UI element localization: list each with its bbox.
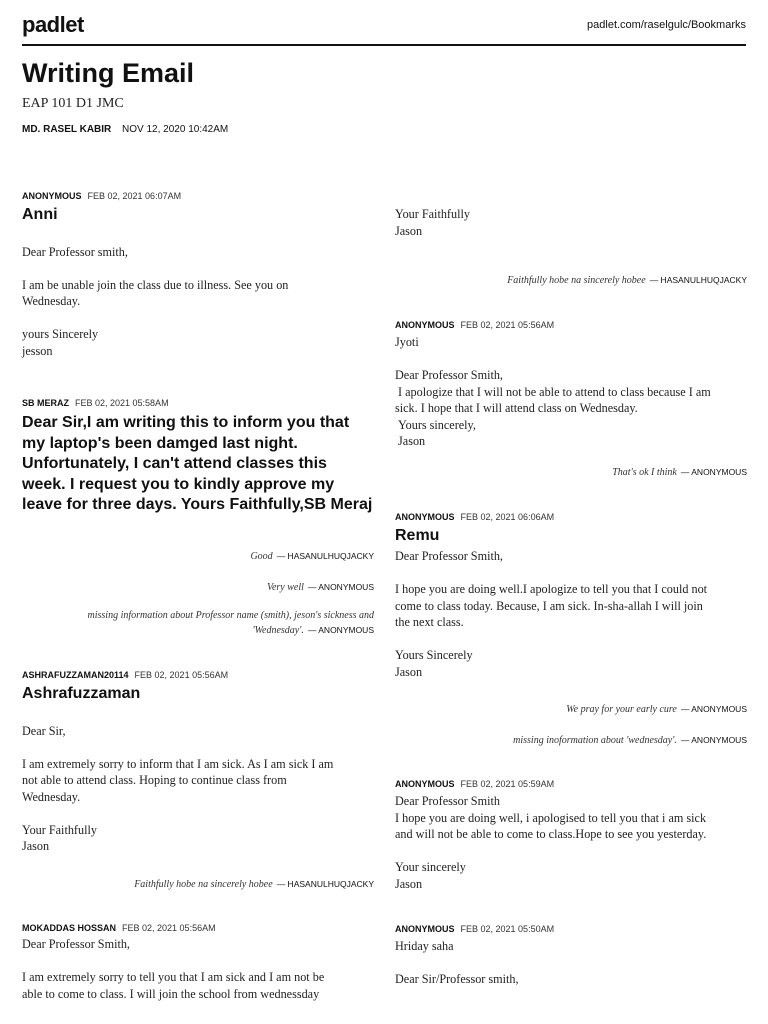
post-card[interactable]	[395, 923, 747, 988]
post-author[interactable]: ANONYMOUS	[395, 320, 455, 330]
post-card[interactable]	[395, 319, 747, 450]
post-date: FEB 02, 2021 05:56AM	[460, 320, 555, 330]
post-author[interactable]: ANONYMOUS	[395, 779, 455, 789]
comment	[22, 877, 374, 892]
comment-text: Faithfully hobe na sincerely hobee	[134, 879, 273, 890]
post-date: FEB 02, 2021 06:07AM	[87, 191, 182, 201]
post-author[interactable]: ANONYMOUS	[22, 191, 82, 201]
page-date: NOV 12, 2020 10:42AM	[122, 124, 229, 135]
comment-text: missing inoformation about 'wednesday'.	[513, 735, 677, 746]
post-title: Anni	[22, 206, 58, 223]
post-meta	[22, 190, 374, 202]
post-title: Remu	[395, 527, 440, 544]
post-body: Your Faithfully Jason	[395, 207, 470, 238]
comment-text: missing information about Professor name (smith), jeson's sickness and 'Wednesday'.	[87, 610, 374, 636]
comment	[22, 609, 374, 638]
post-body: Dear Professor Smith, I am extremely sorry to tell you that I am sick and I am not be able to come to class. I will join the school from wednessday	[22, 937, 325, 1001]
post-card[interactable]	[22, 922, 374, 1002]
post-date: FEB 02, 2021 05:56AM	[122, 923, 216, 933]
post-author[interactable]: SB MERAZ	[22, 398, 69, 408]
post-meta	[22, 669, 374, 681]
post-meta	[395, 923, 747, 935]
comment	[395, 273, 747, 288]
comment-text: We pray for your early cure	[566, 704, 677, 715]
post-card[interactable]	[395, 206, 747, 239]
comment-author[interactable]: — ANONYMOUS	[307, 625, 374, 635]
page-subtitle: EAP 101 D1 JMC	[22, 96, 124, 111]
comment	[395, 733, 747, 748]
post-meta	[395, 778, 747, 790]
post-meta	[22, 922, 374, 934]
post-date: FEB 02, 2021 05:59AM	[460, 779, 555, 789]
post-card[interactable]	[22, 397, 374, 516]
comment-author[interactable]: — ANONYMOUS	[680, 467, 747, 477]
post-author[interactable]: ASHRAFUZZAMAN20114	[22, 670, 129, 680]
post-date: FEB 02, 2021 06:06AM	[460, 512, 555, 522]
page-title: Writing Email	[22, 58, 195, 88]
post-date: FEB 02, 2021 05:58AM	[75, 398, 169, 408]
post-body: Jyoti Dear Professor Smith, I apologize that I will not be able to attend to class because I am sick. I hope that I will attend class on Wednesday. Yours sincerely, Jason	[395, 335, 711, 448]
page-byline	[22, 124, 228, 135]
comment-author[interactable]: — HASANULHUQJACKY	[276, 879, 374, 889]
post-title: Ashrafuzzaman	[22, 685, 141, 702]
post-body: Dear Professor smith, I am be unable join the class due to illness. See you on Wednesday. yours Sincerely jesson	[22, 244, 289, 358]
comment-author[interactable]: — ANONYMOUS	[307, 582, 374, 592]
post-title: Dear Sir,I am writing this to inform you that my laptop's been damged last night. Unfortunately, I can't attend classes this week. I request you to kindly approve my leave for three days. Yours Faithfully,SB Meraj	[22, 414, 373, 513]
post-card[interactable]	[22, 190, 374, 359]
post-author[interactable]: ANONYMOUS	[395, 924, 455, 934]
page-author[interactable]: MD. RASEL KABIR	[22, 124, 112, 135]
comment	[395, 702, 747, 717]
comment-author[interactable]: — ANONYMOUS	[680, 704, 747, 714]
post-body: Dear Sir, I am extremely sorry to inform that I am sick. As I am sick I am not able to attend class. Hoping to continue class from Wednesday. Your Faithfully Jason	[22, 723, 334, 853]
post-body: Hriday saha Dear Sir/Professor smith,	[395, 939, 519, 986]
comment-text: Good	[250, 551, 273, 562]
post-card[interactable]	[22, 669, 374, 855]
post-author[interactable]: ANONYMOUS	[395, 512, 455, 522]
post-card[interactable]	[395, 511, 747, 680]
post-date: FEB 02, 2021 05:56AM	[134, 670, 229, 680]
post-meta	[395, 319, 747, 331]
comment-author[interactable]: — ANONYMOUS	[680, 735, 747, 745]
post-meta	[22, 397, 374, 409]
comment-author[interactable]: — HASANULHUQJACKY	[649, 275, 747, 285]
comment	[395, 465, 747, 480]
post-author[interactable]: MOKADDAS HOSSAN	[22, 923, 117, 933]
comment-author[interactable]: — HASANULHUQJACKY	[276, 551, 374, 561]
header	[22, 0, 746, 46]
comment-text: That's ok I think	[612, 467, 677, 478]
comment-text: Very well	[266, 582, 304, 593]
post-body: Dear Professor Smith I hope you are doing well, i apologised to tell you that i am sick and will not be able to come to class.Hope to see you yesterday. Your sincerely Jason	[395, 794, 707, 891]
post-body: Dear Professor Smith, I hope you are doing well.I apologize to tell you that I could not come to class today. Because, I am sick. In-sha-allah I will join the next class. Yours Sincerely Jason	[395, 549, 708, 679]
padlet-url[interactable]: padlet.com/raselgulc/Bookmarks	[587, 19, 746, 31]
comment	[22, 549, 374, 564]
comment	[22, 580, 374, 595]
post-date: FEB 02, 2021 05:50AM	[460, 924, 555, 934]
comment-text: Faithfully hobe na sincerely hobee	[507, 275, 646, 286]
padlet-logo[interactable]: padlet	[22, 12, 84, 37]
post-card[interactable]	[395, 778, 747, 892]
post-meta	[395, 511, 747, 523]
